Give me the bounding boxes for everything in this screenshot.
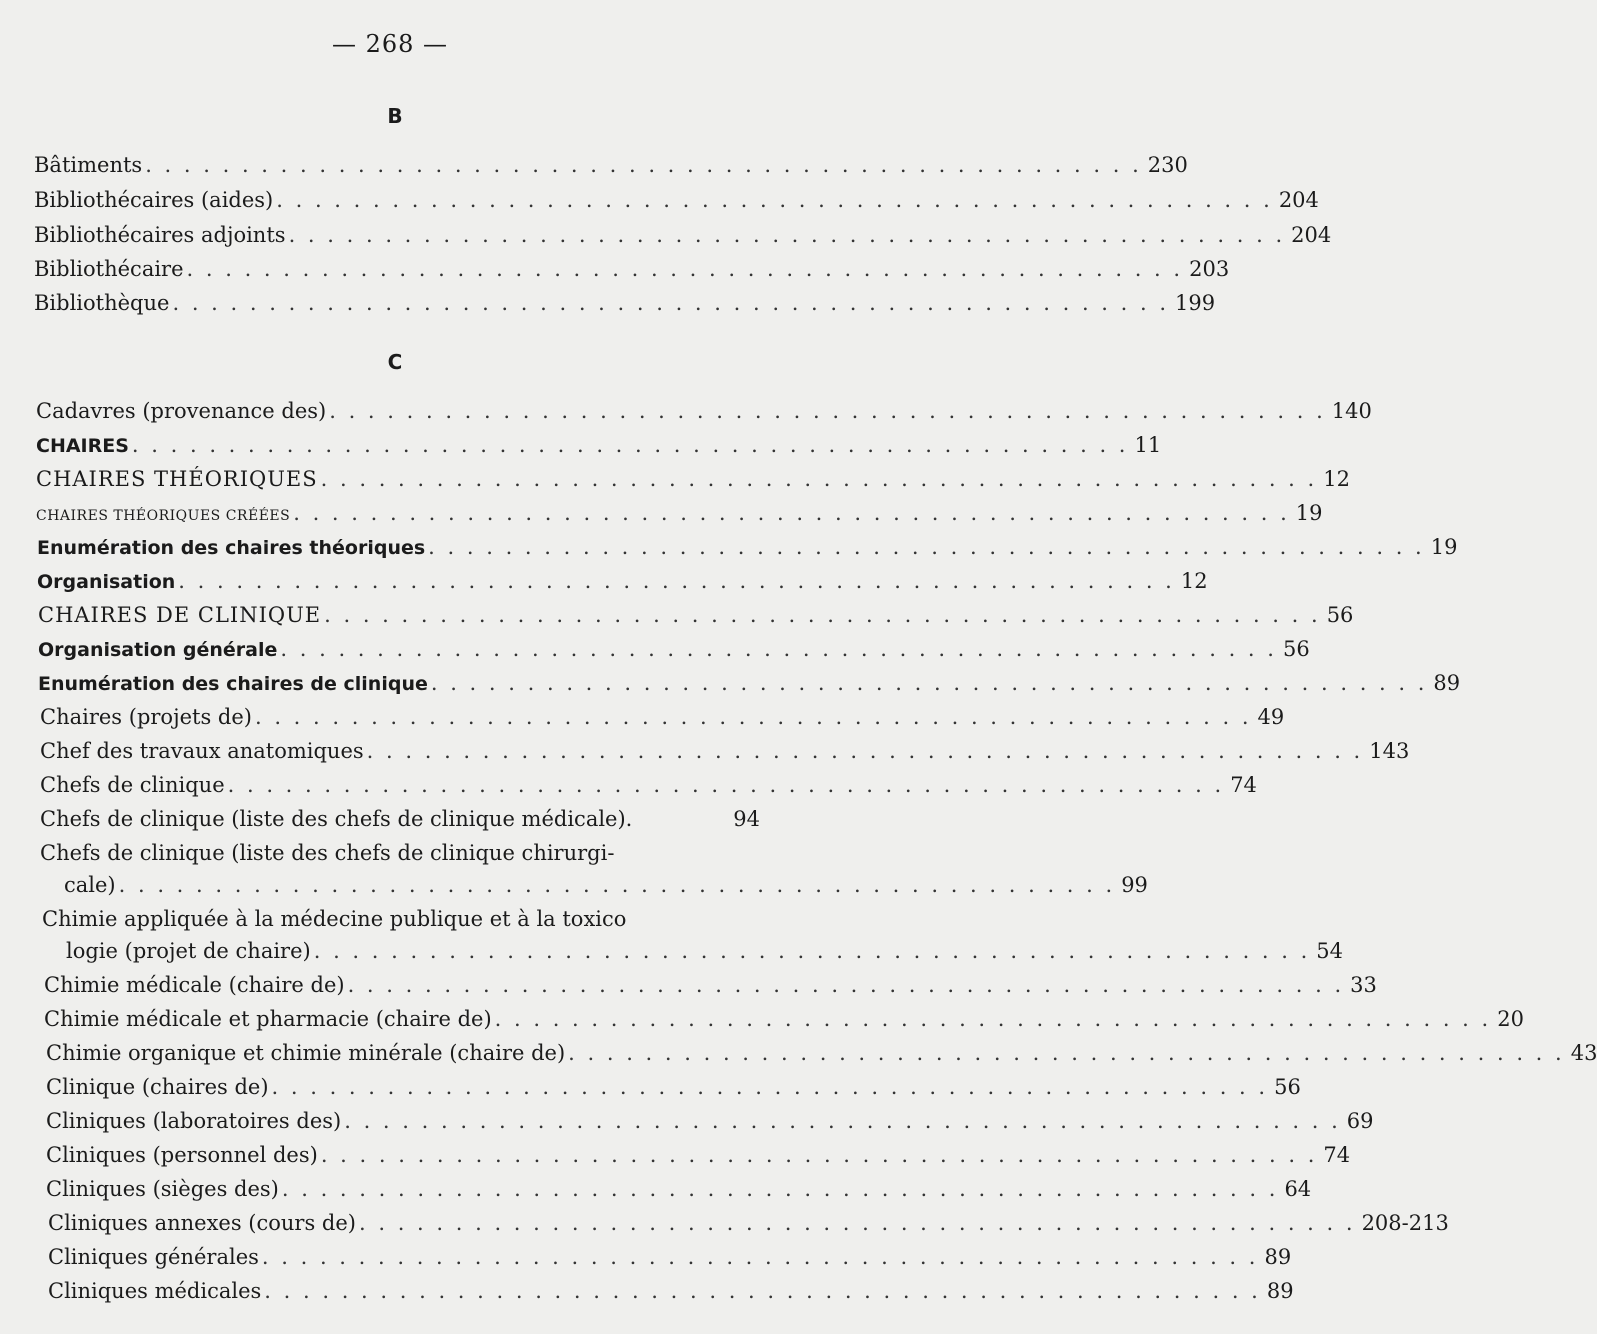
dot-leader: . . . . . . . . . . . . . . . . . . . . . . . . . . . . . . . . . . . . . . . . . . . . . . . . . . . . [118, 873, 1116, 897]
index-entry [48, 1208, 1449, 1238]
entry-page: 19 [1430, 535, 1458, 559]
entry-label: Cadavres (provenance des) [36, 399, 327, 423]
entry-page: 11 [1134, 433, 1162, 457]
index-entry [40, 702, 1285, 732]
entry-label: Organisation [37, 571, 176, 593]
entry-label: logie (projet de chaire) [66, 939, 311, 963]
entry-page: 49 [1257, 705, 1285, 729]
index-entry [46, 1038, 1597, 1068]
entry-label-line1: Chefs de clinique (liste des chefs de clinique chirurgi- [40, 841, 615, 865]
entry-label: Cliniques annexes (cours de) [48, 1211, 356, 1235]
index-entry [46, 1106, 1374, 1136]
index-entry [38, 634, 1310, 665]
dot-leader: . . . . . . . . . . . . . . . . . . . . . . . . . . . . . . . . . . . . . . . . . . . . . . . . . . . . [264, 1279, 1261, 1303]
section-letter-c: C [387, 350, 403, 374]
entry-page: 89 [1266, 1279, 1294, 1303]
entry-label: CHAIRES [36, 435, 129, 457]
entry-label: CHAIRES DE CLINIQUE [38, 603, 322, 627]
entry-page: 199 [1175, 291, 1216, 315]
entry-label: Chefs de clinique (liste des chefs de clinique médicale). [40, 807, 633, 831]
dot-leader: . . . . . . . . . . . . . . . . . . . . . . . . . . . . . . . . . . . . . . . . . . . . . . . . . . . . [145, 153, 1142, 177]
section-letter-b: B [387, 104, 403, 128]
dot-leader: . . . . . . . . . . . . . . . . . . . . . . . . . . . . . . . . . . . . . . . . . . . . . . . . . . . . [320, 467, 1318, 491]
entry-label: Organisation générale [38, 639, 278, 661]
dot-leader: . . . . . . . . . . . . . . . . . . . . . . . . . . . . . . . . . . . . . . . . . . . . . . . . . . . . [280, 637, 1277, 661]
entry-label: cale) [64, 873, 116, 897]
entry-page: 89 [1264, 1245, 1292, 1269]
entry-label: Enumération des chaires théoriques [37, 537, 426, 559]
index-entry [40, 804, 760, 834]
index-entry [48, 1242, 1292, 1272]
entry-label: Chimie médicale et pharmacie (chaire de) [44, 1007, 492, 1031]
entry-page: 74 [1230, 773, 1257, 797]
entry-page: 56 [1282, 637, 1310, 661]
entry-page: 64 [1284, 1177, 1312, 1201]
dot-leader: . . . . . . . . . . . . . . . . . . . . . . . . . . . . . . . . . . . . . . . . . . . . . . . . . . . . [320, 1143, 1318, 1167]
dot-leader: . . . . . . . . . . . . . . . . . . . . . . . . . . . . . . . . . . . . . . . . . . . . . . . . . . . . [293, 501, 1290, 525]
index-entry [64, 870, 1148, 900]
entry-page: 208-213 [1361, 1211, 1449, 1235]
entry-page: 99 [1121, 873, 1148, 897]
entry-page: 20 [1497, 1007, 1524, 1031]
index-entry [40, 736, 1410, 766]
index-entry [34, 185, 1319, 215]
index-entry [46, 1072, 1301, 1102]
index-entry [36, 430, 1162, 461]
dot-leader: . . . . . . . . . . . . . . . . . . . . . . . . . . . . . . . . . . . . . . . . . . . . . . . . . . . . [313, 939, 1311, 963]
entry-label-line1: Chimie appliquée à la médecine publique et à la toxico [42, 907, 627, 931]
index-entry [34, 220, 1332, 250]
dot-leader: . . . . . . . . . . . . . . . . . . . . . . . . . . . . . . . . . . . . . . . . . . . . . . . . . . . . [288, 223, 1286, 247]
index-entry [44, 970, 1377, 1000]
entry-page: 204 [1291, 223, 1332, 247]
index-entry [38, 600, 1354, 630]
entry-label: Chaires (projets de) [40, 705, 252, 729]
entry-label: CHAIRES THÉORIQUES CRÉÉES [36, 508, 291, 524]
entry-page: 230 [1147, 153, 1188, 177]
index-entry [36, 396, 1372, 426]
entry-page: 33 [1350, 973, 1377, 997]
dot-leader: . . . . . . . . . . . . . . . . . . . . . . . . . . . . . . . . . . . . . . . . . . . . . . . . . . . . [178, 569, 1175, 593]
index-entry [37, 566, 1208, 597]
index-entry [38, 668, 1461, 699]
entry-page: 12 [1180, 569, 1208, 593]
entry-page: 203 [1189, 257, 1230, 281]
entry-label: Enumération des chaires de clinique [38, 673, 428, 695]
page-number: — 268 — [331, 30, 449, 58]
dot-leader: . . . . . . . . . . . . . . . . . . . . . . . . . . . . . . . . . . . . . . . . . . . . . . . . . . . . [344, 1109, 1341, 1133]
entry-page: 204 [1278, 188, 1319, 212]
dot-leader: . . . . . . . . . . . . . . . . . . . . . . . . . . . . . . . . . . . . . . . . . . . . . . . . . . . . [276, 188, 1273, 212]
entry-label: Bibliothécaires adjoints [34, 223, 286, 247]
index-entry [44, 1004, 1524, 1034]
entry-label: Cliniques (personnel des) [46, 1143, 318, 1167]
entry-page: 94 [733, 807, 760, 831]
index-entry [37, 532, 1458, 563]
index-entry [46, 1140, 1351, 1170]
index-entry [66, 936, 1344, 966]
entry-page: 56 [1274, 1075, 1301, 1099]
entry-label: Bâtiments [34, 153, 143, 177]
entry-page: 56 [1326, 603, 1354, 627]
entry-label: Bibliothécaire [34, 257, 184, 281]
entry-page: 12 [1323, 467, 1350, 491]
entry-page: 140 [1331, 399, 1372, 423]
index-entry [36, 464, 1350, 494]
entry-page: 89 [1433, 671, 1461, 695]
dot-leader: . . . . . . . . . . . . . . . . . . . . . . . . . . . . . . . . . . . . . . . . . . . . . . . . . . . . [366, 739, 1364, 763]
dot-leader: . . . . . . . . . . . . . . . . . . . . . . . . . . . . . . . . . . . . . . . . . . . . . . . . . . . . [227, 773, 1225, 797]
entry-page: 143 [1369, 739, 1410, 763]
dot-leader: . . . . . . . . . . . . . . . . . . . . . . . . . . . . . . . . . . . . . . . . . . . . . . . . . . . . [271, 1075, 1269, 1099]
dot-leader: . . . . . . . . . . . . . . . . . . . . . . . . . . . . . . . . . . . . . . . . . . . . . . . . . . . . [359, 1211, 1356, 1235]
entry-label: Chef des travaux anatomiques [40, 739, 364, 763]
index-entry [34, 288, 1216, 318]
entry-label: Bibliothèque [34, 291, 170, 315]
index-entry [46, 1174, 1312, 1204]
dot-leader: . . . . . . . . . . . . . . . . . . . . . . . . . . . . . . . . . . . . . . . . . . . . . . . . . . . . [254, 705, 1252, 729]
dot-leader: . . . . . . . . . . . . . . . . . . . . . . . . . . . . . . . . . . . . . . . . . . . . . . . . . . . . [324, 603, 1321, 627]
entry-page: 43 [1570, 1041, 1597, 1065]
entry-label: Cliniques médicales [48, 1279, 262, 1303]
entry-label: Cliniques générales [48, 1245, 259, 1269]
dot-leader: . . . . . . . . . . . . . . . . . . . . . . . . . . . . . . . . . . . . . . . . . . . . . . . . . . . . [428, 535, 1425, 559]
entry-page: 54 [1316, 939, 1344, 963]
dot-leader: . . . . . . . . . . . . . . . . . . . . . . . . . . . . . . . . . . . . . . . . . . . . . . . . . . . . [261, 1245, 1259, 1269]
entry-label: Chimie organique et chimie minérale (chaire de) [46, 1041, 566, 1065]
entry-page: 69 [1346, 1109, 1374, 1133]
dot-leader: . . . . . . . . . . . . . . . . . . . . . . . . . . . . . . . . . . . . . . . . . . . . . . . . . . . . [347, 973, 1345, 997]
entry-label: Cliniques (laboratoires des) [46, 1109, 342, 1133]
entry-page: 19 [1295, 501, 1323, 525]
dot-leader: . . . . . . . . . . . . . . . . . . . . . . . . . . . . . . . . . . . . . . . . . . . . . . . . . . . . [172, 291, 1170, 315]
entry-label: CHAIRES THÉORIQUES [36, 467, 318, 491]
index-entry [48, 1276, 1294, 1306]
entry-label: Chimie médicale (chaire de) [44, 973, 345, 997]
dot-leader: . . . . . . . . . . . . . . . . . . . . . . . . . . . . . . . . . . . . . . . . . . . . . . . . . . . . [430, 671, 1428, 695]
entry-label: Cliniques (sièges des) [46, 1177, 279, 1201]
entry-page: 74 [1323, 1143, 1351, 1167]
dot-leader: . . . . . . . . . . . . . . . . . . . . . . . . . . . . . . . . . . . . . . . . . . . . . . . . . . . . [329, 399, 1326, 423]
entry-label: Bibliothécaires (aides) [34, 188, 274, 212]
index-entry [40, 770, 1257, 800]
dot-leader: . . . . . . . . . . . . . . . . . . . . . . . . . . . . . . . . . . . . . . . . . . . . . . . . . . . . [131, 433, 1129, 457]
index-entry [36, 498, 1323, 531]
index-entry [34, 150, 1188, 180]
index-entry [34, 254, 1230, 284]
dot-leader: . . . . . . . . . . . . . . . . . . . . . . . . . . . . . . . . . . . . . . . . . . . . . . . . . . . . [568, 1041, 1565, 1065]
entry-label: Chefs de clinique [40, 773, 225, 797]
entry-label: Clinique (chaires de) [46, 1075, 269, 1099]
dot-leader: . . . . . . . . . . . . . . . . . . . . . . . . . . . . . . . . . . . . . . . . . . . . . . . . . . . . [494, 1007, 1492, 1031]
dot-leader: . . . . . . . . . . . . . . . . . . . . . . . . . . . . . . . . . . . . . . . . . . . . . . . . . . . . [186, 257, 1184, 281]
dot-leader: . . . . . . . . . . . . . . . . . . . . . . . . . . . . . . . . . . . . . . . . . . . . . . . . . . . . [281, 1177, 1279, 1201]
